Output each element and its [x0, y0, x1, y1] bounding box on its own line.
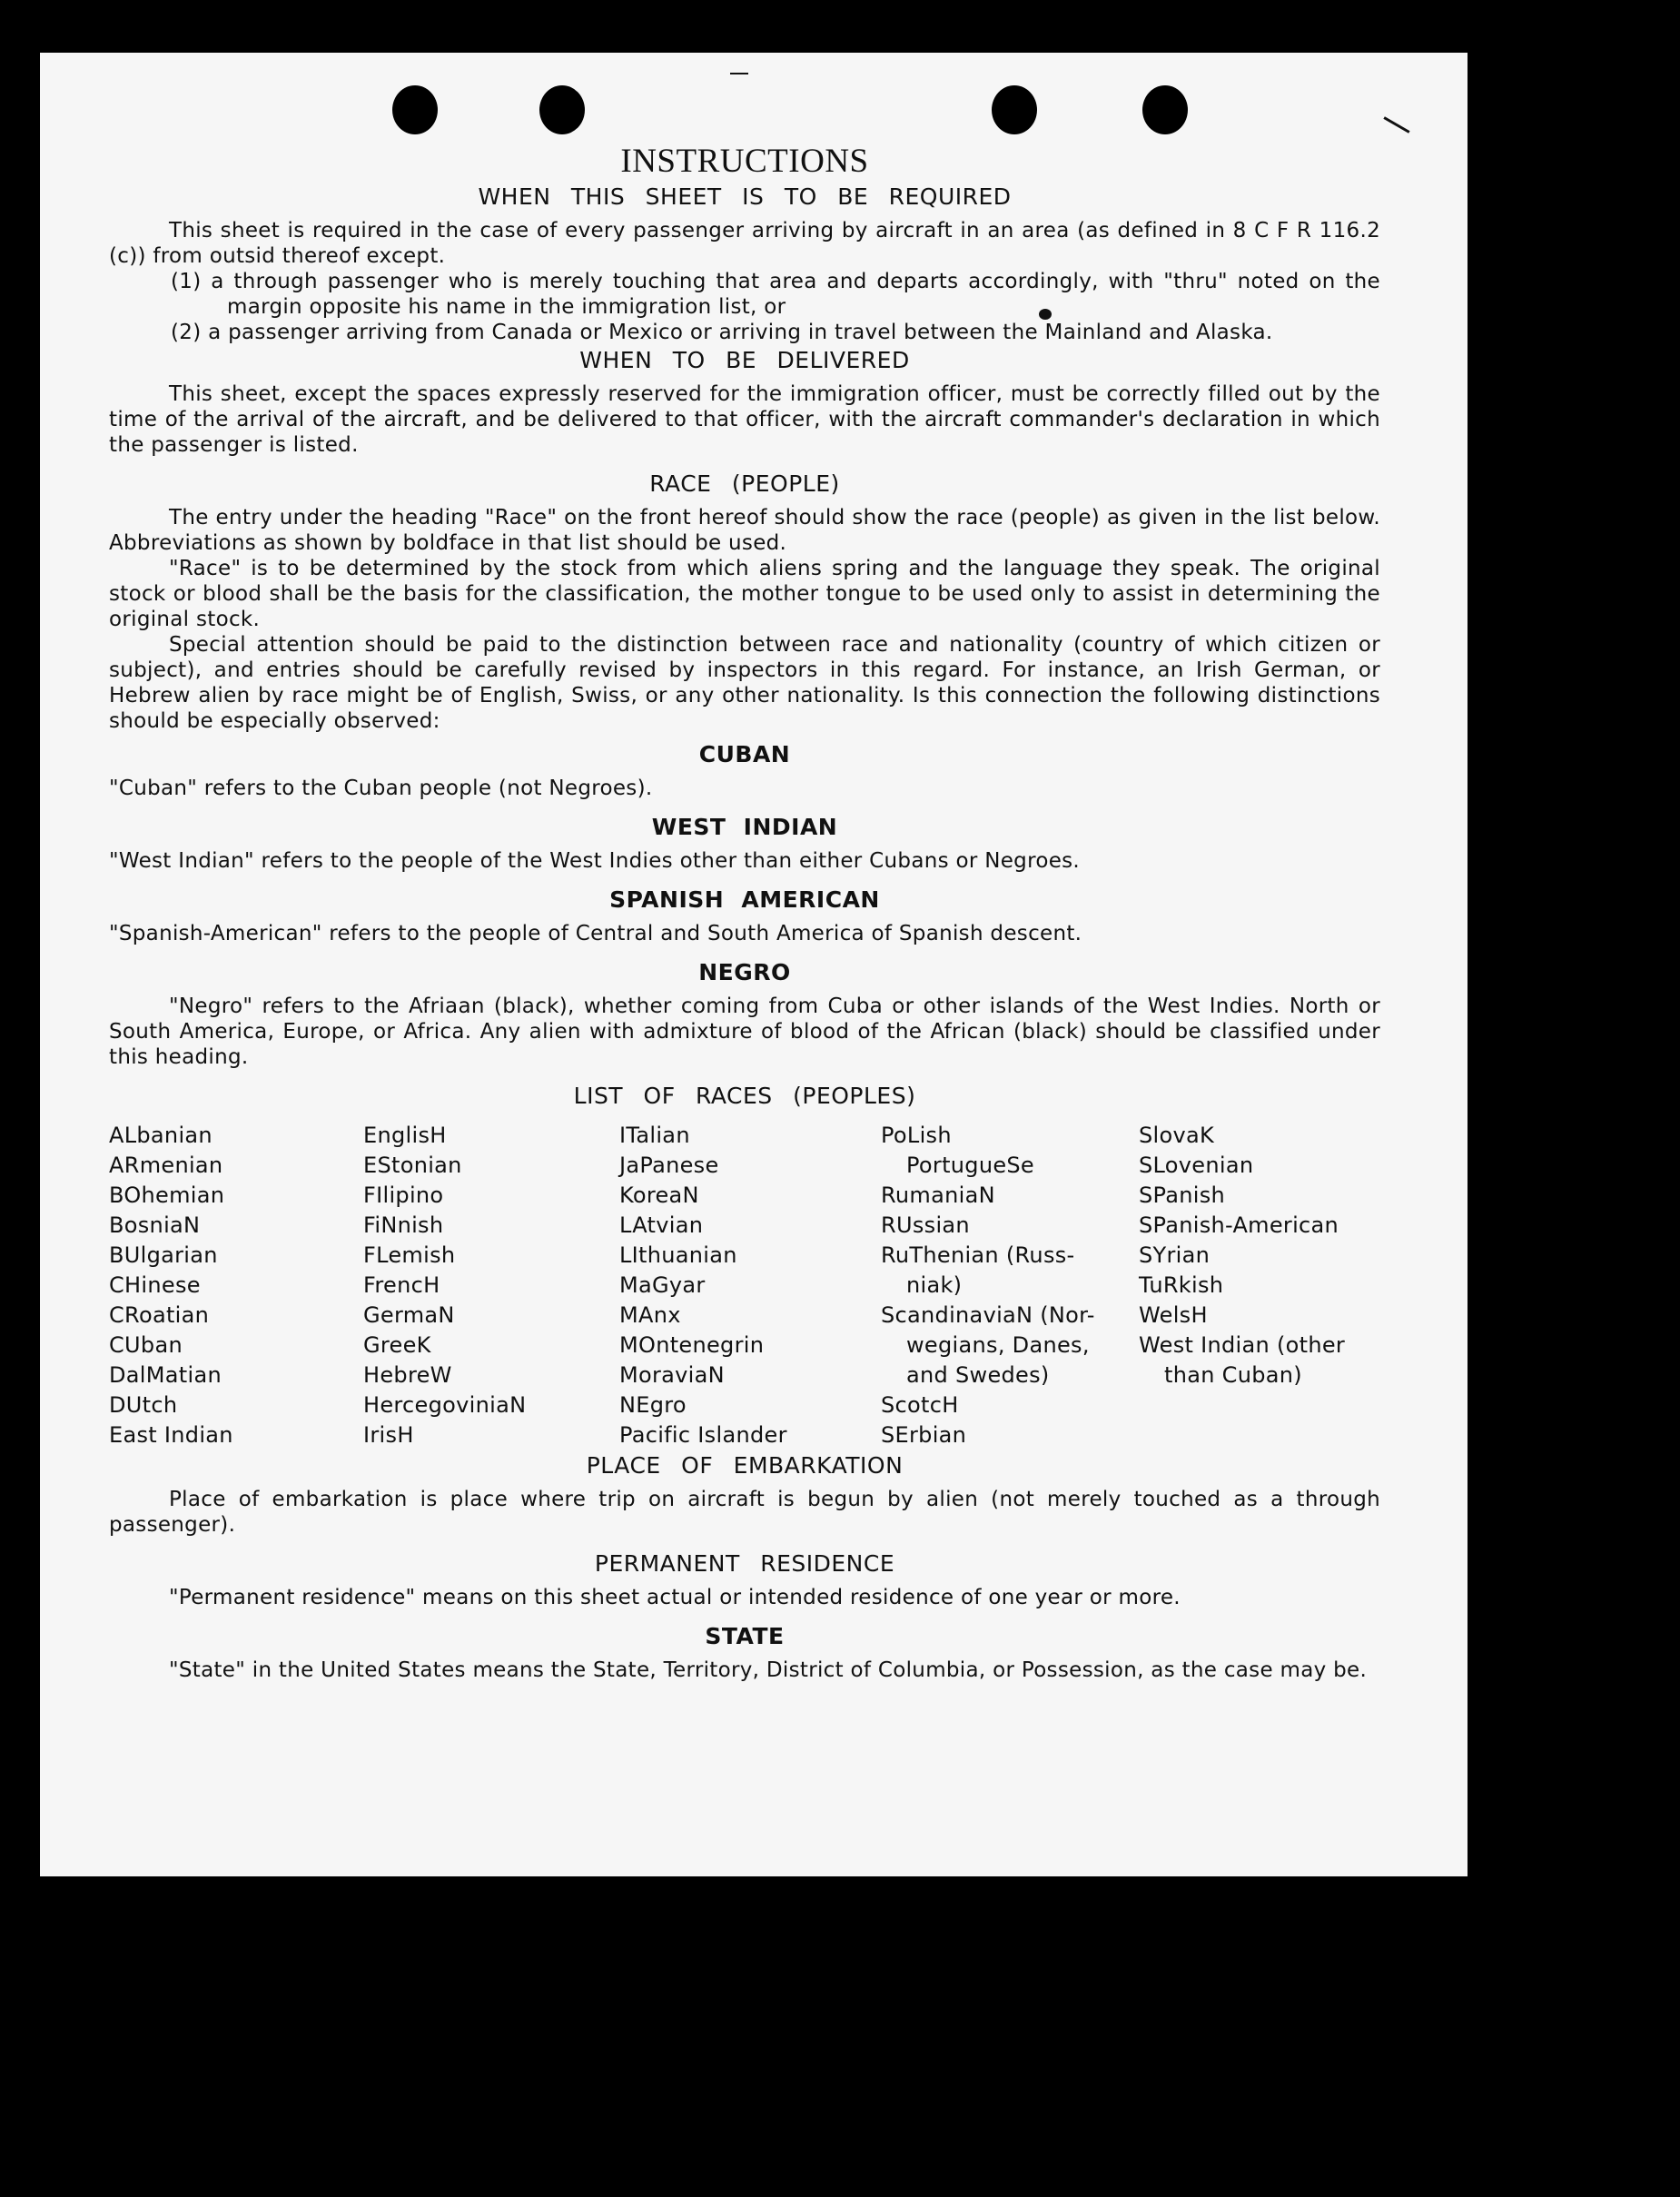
race-entry: MAnx	[619, 1302, 681, 1328]
document-sheet	[40, 53, 1468, 1876]
delivered-paragraph: This sheet, except the spaces expressly reserved for the immigration officer, must be correctly filled out by the time of the arrival of the aircraft, and be delivered to that officer, with the aircraft commander's declaration in which the passenger is listed.	[109, 382, 1380, 457]
race-entry: IrisH	[363, 1422, 414, 1448]
race-entry: CUban	[109, 1332, 183, 1358]
race-entry: BOhemian	[109, 1183, 225, 1208]
race-entry: GreeK	[363, 1332, 431, 1358]
race-paragraph: The entry under the heading "Race" on the front hereof should show the race (people) as given in the list below. Abbreviations as shown by boldface in that list should be used.	[109, 506, 1380, 555]
page-title: INSTRUCTIONS	[620, 143, 869, 180]
race-entry: WelsH	[1139, 1302, 1208, 1328]
section-heading-negro: NEGRO	[698, 959, 791, 985]
race-entry: ARmenian	[109, 1153, 223, 1178]
race-entry: ITalian	[619, 1123, 690, 1148]
race-entry: FrencH	[363, 1272, 440, 1298]
permanent-residence-paragraph: "Permanent residence" means on this sheet actual or intended residence of one year or more.	[169, 1586, 1181, 1609]
race-entry: HebreW	[363, 1362, 452, 1388]
race-paragraph: "Race" is to be determined by the stock from which aliens spring and the language they speak. The original stock or blood shall be the basis for the classification, the mother tongue to be used only to assist in determining the original stock.	[109, 557, 1380, 631]
race-entry: LAtvian	[619, 1212, 704, 1238]
race-entry: SPanish-American	[1139, 1212, 1339, 1238]
race-entry: PortugueSe	[906, 1153, 1034, 1178]
races-column	[1139, 1121, 1375, 1450]
race-entry: SPanish	[1139, 1183, 1226, 1208]
required-item-1: (1) a through passenger who is merely touching that area and departs accordingly, with "thru" noted on the margin opposite his name in the immigration list, or	[171, 270, 1380, 319]
embarkation-paragraph: Place of embarkation is place where trip on aircraft is begun by alien (not merely touched as a through passenger).	[109, 1488, 1380, 1537]
race-entry: TuRkish	[1139, 1272, 1224, 1298]
race-entry: RUssian	[881, 1212, 970, 1238]
race-entry: FIlipino	[363, 1183, 444, 1208]
section-heading-permanent-residence: PERMANENT RESIDENCE	[594, 1550, 895, 1577]
race-entry: wegians, Danes,	[906, 1332, 1090, 1358]
west-indian-paragraph: "West Indian" refers to the people of the West Indies other than either Cubans or Negroes.	[109, 849, 1081, 873]
race-entry: West Indian (other	[1139, 1332, 1346, 1358]
race-entry: BUlgarian	[109, 1242, 218, 1268]
race-paragraph: Special attention should be paid to the distinction between race and nationality (country of which citizen or subject), and entries should be carefully revised by inspectors in this regard. For instance, an Irish German, or Hebrew alien by race might be of English, Swiss, or any other nationality. Is this connection the following distinctions should be especially observed:	[109, 633, 1380, 733]
race-entry: SlovaK	[1139, 1123, 1215, 1148]
scan-speck	[1383, 116, 1409, 134]
race-entry: NEgro	[619, 1392, 687, 1418]
race-entry: niak)	[906, 1272, 963, 1298]
section-heading-state: STATE	[705, 1623, 785, 1649]
section-heading-delivered: WHEN TO BE DELIVERED	[579, 347, 910, 373]
spanish-american-paragraph: "Spanish-American" refers to the people of Central and South America of Spanish descent.	[109, 922, 1082, 945]
race-entry: HercegoviniaN	[363, 1392, 527, 1418]
race-entry: ALbanian	[109, 1123, 212, 1148]
race-entry: MoraviaN	[619, 1362, 725, 1388]
race-entry: EStonian	[363, 1153, 462, 1178]
race-entry: SErbian	[881, 1422, 967, 1448]
races-list	[109, 1121, 1380, 1450]
race-entry: MaGyar	[619, 1272, 706, 1298]
race-entry: Pacific Islander	[619, 1422, 787, 1448]
race-entry: GermaN	[363, 1302, 455, 1328]
race-entry: JaPanese	[619, 1153, 719, 1178]
race-entry: than Cuban)	[1164, 1362, 1302, 1388]
race-entry: DUtch	[109, 1392, 178, 1418]
race-entry: BosniaN	[109, 1212, 201, 1238]
race-entry: PoLish	[881, 1123, 952, 1148]
race-entry: and Swedes)	[906, 1362, 1050, 1388]
races-heading: LIST OF RACES (PEOPLES)	[573, 1083, 916, 1109]
race-entry: RuThenian (Russ-	[881, 1242, 1075, 1268]
race-entry: RumaniaN	[881, 1183, 995, 1208]
race-entry: FLemish	[363, 1242, 456, 1268]
race-entry: MOntenegrin	[619, 1332, 765, 1358]
races-column	[363, 1121, 619, 1450]
races-column	[619, 1121, 881, 1450]
negro-paragraph: "Negro" refers to the Afriaan (black), whether coming from Cuba or other islands of the West Indies. North or South America, Europe, or Africa. Any alien with admixture of blood of the African (black) should be classified under this heading.	[109, 995, 1380, 1069]
section-heading-race: RACE (PEOPLE)	[649, 470, 840, 497]
punch-hole	[539, 85, 585, 134]
race-entry: SLovenian	[1139, 1153, 1254, 1178]
race-entry: DalMatian	[109, 1362, 222, 1388]
section-heading-spanish-american: SPANISH AMERICAN	[609, 886, 880, 913]
races-column	[881, 1121, 1139, 1450]
required-intro: This sheet is required in the case of every passenger arriving by aircraft in an area (as defined in 8 C F R 116.2 (c)) from outsid thereof except.	[109, 219, 1380, 268]
race-entry: KoreaN	[619, 1183, 699, 1208]
race-entry: FiNnish	[363, 1212, 444, 1238]
section-heading-required: WHEN THIS SHEET IS TO BE REQUIRED	[478, 183, 1012, 210]
punch-hole	[392, 85, 438, 134]
races-column	[109, 1121, 363, 1450]
race-entry: EnglisH	[363, 1123, 447, 1148]
section-heading-cuban: CUBAN	[698, 741, 791, 767]
cuban-paragraph: "Cuban" refers to the Cuban people (not Negroes).	[109, 777, 653, 800]
instructions-content	[109, 142, 1380, 1683]
punch-hole	[992, 85, 1037, 134]
race-entry: ScandinaviaN (Nor-	[881, 1302, 1095, 1328]
state-paragraph: "State" in the United States means the State, Territory, District of Columbia, or Possession, as the case may be.	[169, 1658, 1368, 1682]
required-item-2: (2) a passenger arriving from Canada or Mexico or arriving in travel between the Mainland and Alaska.	[171, 321, 1273, 344]
scan-speck	[730, 73, 748, 74]
race-entry: East Indian	[109, 1422, 233, 1448]
punch-hole	[1142, 85, 1188, 134]
section-heading-embarkation: PLACE OF EMBARKATION	[586, 1452, 904, 1479]
race-entry: ScotcH	[881, 1392, 959, 1418]
section-heading-west-indian: WEST INDIAN	[651, 814, 838, 840]
race-entry: CRoatian	[109, 1302, 210, 1328]
race-entry: SYrian	[1139, 1242, 1211, 1268]
race-entry: CHinese	[109, 1272, 201, 1298]
race-entry: LIthuanian	[619, 1242, 737, 1268]
